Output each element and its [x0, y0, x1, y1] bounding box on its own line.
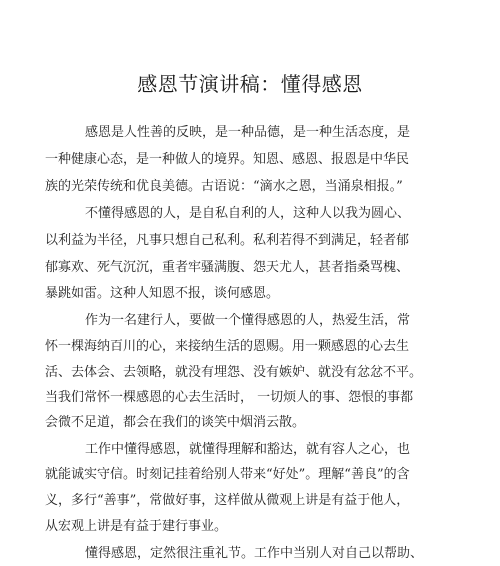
- paragraph-4-line-4: 从宏观上讲是有益于建行事业。: [45, 519, 228, 534]
- paragraph-4-line-1: 工作中懂得感恩，就懂得理解和豁达，就有容人之心，也: [85, 442, 411, 457]
- document-title: 感恩节演讲稿：懂得感恩: [137, 72, 363, 96]
- paragraph-3-line-5: 会微不足道，都会在我们的谈笑中烟消云散。: [45, 415, 306, 430]
- paragraph-5-line-1: 懂得感恩，定然很注重礼节。工作中当别人对自己以帮助、: [85, 546, 424, 561]
- paragraph-2-line-1: 不懂得感恩的人，是自私自利的人，这种人以我为圆心、: [85, 206, 411, 221]
- paragraph-2-line-3: 郁寡欢、死气沉沉，重者牢骚满腹、怨天尤人，甚者指桑骂槐、: [45, 260, 410, 275]
- paragraph-2-line-2: 以利益为半径，凡事只想自己私利。私利若得不到满足，轻者郁: [45, 233, 410, 248]
- paragraph-3-line-1: 作为一名建行人，要做一个懂得感恩的人，热爱生活，常: [85, 313, 411, 328]
- paragraph-1-line-2: 一种健康心态，是一种做人的境界。知恩、感恩、报恩是中华民: [45, 152, 410, 167]
- paragraph-2-line-4: 暴跳如雷。这种人知恩不报，谈何感恩。: [45, 286, 280, 301]
- paragraph-1-line-1: 感恩是人性善的反映，是一种品德，是一种生活态度，是: [85, 125, 411, 140]
- paragraph-3-line-2: 怀一棵海纳百川的心，来接纳生活的恩赐。用一颗感恩的心去生: [45, 339, 410, 354]
- paragraph-3-line-4: 当我们常怀一棵感恩的心去生活时， 一切烦人的事、怨恨的事都: [45, 390, 414, 405]
- paragraph-4-line-2: 就能诚实守信。时刻记挂着给别人带来“好处”。理解“善良”的含: [45, 467, 410, 482]
- paragraph-4-line-3: 义，多行“善事”，常做好事，这样做从微观上讲是有益于他人，: [45, 493, 410, 508]
- paragraph-1-line-3: 族的光荣传统和优良美德。古语说：“滴水之恩，当涌泉相报。”: [45, 179, 403, 194]
- paragraph-3-line-3: 活、去体会、去领略，就没有埋怨、没有嫉妒、就没有忿忿不平。: [45, 365, 423, 380]
